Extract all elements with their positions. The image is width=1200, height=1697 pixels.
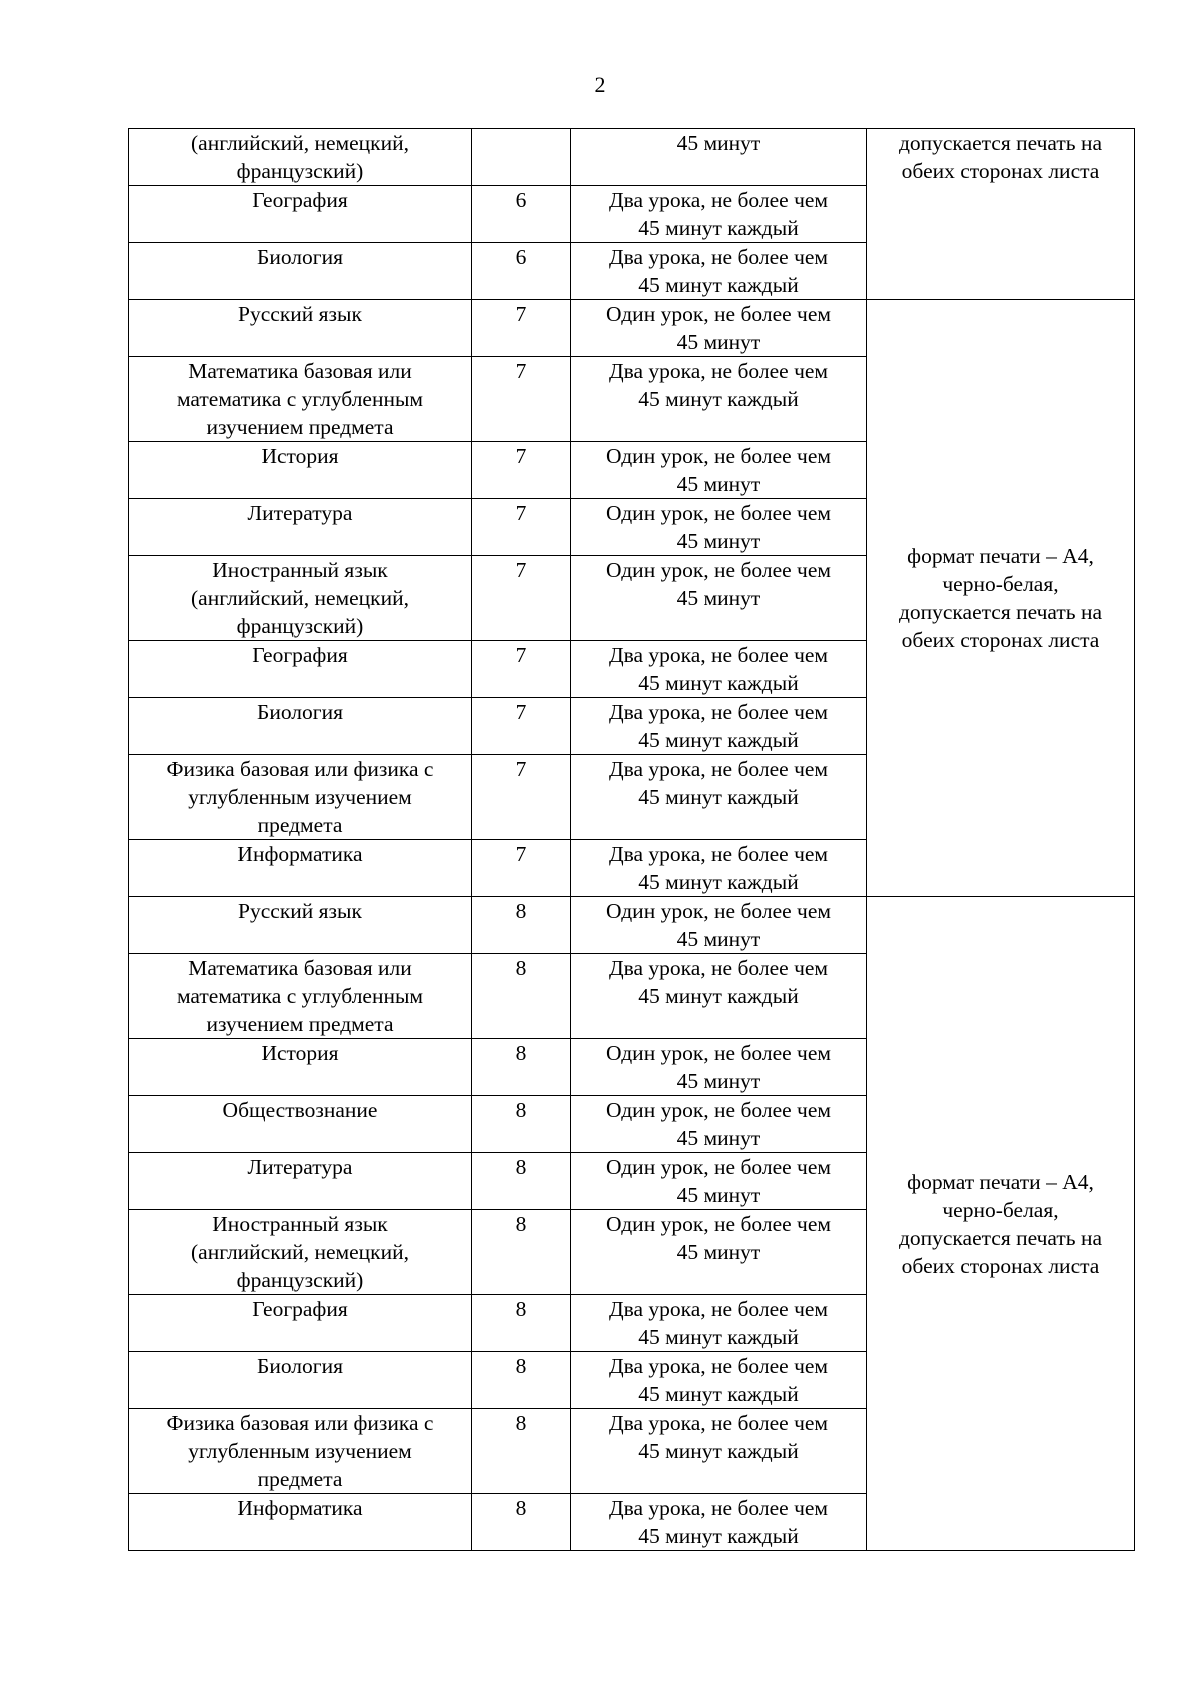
- cell-text-line: допускается печать на: [898, 131, 1103, 155]
- duration-cell: [571, 1352, 867, 1409]
- cell-text-line: Два урока, не более чем: [608, 245, 829, 269]
- cell-text-line: Один урок, не более чем: [606, 1041, 831, 1065]
- subject-cell: [129, 300, 472, 357]
- print-format-notes-cell: [867, 300, 1135, 897]
- cell-text-line: Два урока, не более чем: [608, 359, 829, 383]
- subject-cell: [129, 186, 472, 243]
- cell-text-line: Математика базовая или: [188, 359, 412, 383]
- subject-cell: [129, 1096, 472, 1153]
- subject-cell: [129, 1210, 472, 1295]
- cell-text-line: Русский язык: [238, 302, 362, 326]
- cell-text-line: Два урока, не более чем: [608, 643, 829, 667]
- duration-cell: [571, 755, 867, 840]
- duration-cell: [571, 357, 867, 442]
- cell-text-line: Один урок, не более чем: [606, 302, 831, 326]
- cell-text-line: 45 минут каждый: [638, 728, 799, 752]
- cell-text-line: 45 минут: [676, 586, 761, 610]
- cell-text-line: изучением предмета: [206, 1012, 394, 1036]
- cell-text-line: Один урок, не более чем: [606, 899, 831, 923]
- cell-text-line: Информатика: [237, 842, 363, 866]
- cell-text-line: Один урок, не более чем: [606, 501, 831, 525]
- grade-cell: 8: [472, 1153, 571, 1210]
- cell-text-line: французский): [236, 159, 364, 183]
- cell-text-line: французский): [236, 614, 364, 638]
- cell-text-line: (английский, немецкий,: [191, 586, 409, 610]
- duration-cell: [571, 300, 867, 357]
- cell-text-line: углубленным изучением: [188, 785, 412, 809]
- grade-cell: 6: [472, 243, 571, 300]
- grade-cell: 8: [472, 1295, 571, 1352]
- cell-text-line: Один урок, не более чем: [606, 1212, 831, 1236]
- duration-cell: [571, 1096, 867, 1153]
- table-row: [129, 129, 1135, 186]
- cell-text-line: Один урок, не более чем: [606, 558, 831, 582]
- cell-text-line: Биология: [256, 245, 343, 269]
- cell-text-line: 45 минут каждый: [638, 273, 799, 297]
- grade-cell: 8: [472, 954, 571, 1039]
- subject-cell: [129, 1494, 472, 1551]
- duration-cell: [571, 556, 867, 641]
- cell-text-line: Обществознание: [222, 1098, 378, 1122]
- duration-cell: [571, 129, 867, 186]
- cell-text-line: История: [261, 444, 339, 468]
- subject-cell: [129, 954, 472, 1039]
- cell-text-line: Математика базовая или: [188, 956, 412, 980]
- grade-cell: 7: [472, 499, 571, 556]
- subject-cell: [129, 1409, 472, 1494]
- cell-text-line: Информатика: [237, 1496, 363, 1520]
- cell-text-line: Два урока, не более чем: [608, 188, 829, 212]
- cell-text-line: предмета: [257, 813, 343, 837]
- cell-text-line: предмета: [257, 1467, 343, 1491]
- duration-cell: [571, 840, 867, 897]
- subject-cell: [129, 1153, 472, 1210]
- subject-cell: [129, 129, 472, 186]
- table-row: [129, 897, 1135, 954]
- duration-cell: [571, 442, 867, 499]
- cell-text-line: 45 минут: [676, 330, 761, 354]
- print-format-notes-cell: [867, 897, 1135, 1551]
- cell-text-line: формат печати – А4,: [907, 544, 1094, 568]
- cell-text-line: Два урока, не более чем: [608, 956, 829, 980]
- cell-text-line: 45 минут: [676, 472, 761, 496]
- grade-cell: 8: [472, 897, 571, 954]
- grade-cell: 7: [472, 300, 571, 357]
- subject-cell: [129, 1295, 472, 1352]
- cell-text-line: Русский язык: [238, 899, 362, 923]
- cell-text-line: обеих сторонах листа: [901, 628, 1100, 652]
- cell-text-line: 45 минут каждый: [638, 870, 799, 894]
- grade-cell: 8: [472, 1409, 571, 1494]
- duration-cell: [571, 897, 867, 954]
- cell-text-line: 45 минут: [676, 529, 761, 553]
- cell-text-line: Биология: [256, 1354, 343, 1378]
- exam-schedule-table: [128, 128, 1135, 1551]
- grade-cell: 6: [472, 186, 571, 243]
- cell-text-line: Два урока, не более чем: [608, 700, 829, 724]
- cell-text-line: Физика базовая или физика с: [166, 1411, 434, 1435]
- cell-text-line: 45 минут каждый: [638, 1524, 799, 1548]
- grade-cell: 8: [472, 1352, 571, 1409]
- subject-cell: [129, 755, 472, 840]
- cell-text-line: 45 минут: [676, 1240, 761, 1264]
- cell-text-line: Два урока, не более чем: [608, 757, 829, 781]
- duration-cell: [571, 1295, 867, 1352]
- duration-cell: [571, 1494, 867, 1551]
- subject-cell: [129, 641, 472, 698]
- cell-text-line: 45 минут каждый: [638, 1325, 799, 1349]
- cell-text-line: математика с углубленным: [176, 387, 424, 411]
- cell-text-line: Два урока, не более чем: [608, 1297, 829, 1321]
- cell-text-line: Два урока, не более чем: [608, 1354, 829, 1378]
- cell-text-line: углубленным изучением: [188, 1439, 412, 1463]
- cell-text-line: География: [252, 1297, 348, 1321]
- cell-text-line: допускается печать на: [898, 1225, 1103, 1250]
- exam-schedule-body: [129, 129, 1135, 1551]
- cell-text-line: Два урока, не более чем: [608, 1411, 829, 1435]
- cell-text-line: (английский, немецкий,: [191, 1240, 409, 1264]
- cell-text-line: изучением предмета: [206, 415, 394, 439]
- cell-text-line: черно-белая,: [942, 1197, 1059, 1222]
- subject-cell: [129, 840, 472, 897]
- duration-cell: [571, 499, 867, 556]
- grade-cell: 7: [472, 755, 571, 840]
- cell-text-line: Два урока, не более чем: [608, 1496, 829, 1520]
- cell-text-line: Иностранный язык: [212, 1212, 388, 1236]
- duration-cell: [571, 1210, 867, 1295]
- duration-cell: [571, 243, 867, 300]
- cell-text-line: (английский, немецкий,: [191, 131, 409, 155]
- subject-cell: [129, 556, 472, 641]
- grade-cell: 8: [472, 1210, 571, 1295]
- cell-text-line: Физика базовая или физика с: [166, 757, 434, 781]
- grade-cell: 8: [472, 1494, 571, 1551]
- subject-cell: [129, 698, 472, 755]
- cell-text-line: 45 минут каждый: [638, 1439, 799, 1463]
- subject-cell: [129, 897, 472, 954]
- cell-text-line: 45 минут каждый: [638, 1382, 799, 1406]
- grade-cell: 7: [472, 698, 571, 755]
- duration-cell: [571, 641, 867, 698]
- cell-text-line: 45 минут: [676, 1069, 761, 1093]
- cell-text-line: 45 минут каждый: [638, 387, 799, 411]
- subject-cell: [129, 357, 472, 442]
- duration-cell: [571, 186, 867, 243]
- cell-text-line: обеих сторонах листа: [901, 1253, 1100, 1278]
- cell-text-line: 45 минут каждый: [638, 671, 799, 695]
- subject-cell: [129, 442, 472, 499]
- cell-text-line: 45 минут каждый: [638, 785, 799, 809]
- cell-text-line: 45 минут каждый: [638, 984, 799, 1008]
- cell-text-line: Один урок, не более чем: [606, 1098, 831, 1122]
- cell-text-line: Литература: [247, 501, 353, 525]
- cell-text-line: формат печати – А4,: [907, 1169, 1094, 1194]
- cell-text-line: 45 минут: [676, 927, 761, 951]
- cell-text-line: География: [252, 643, 348, 667]
- grade-cell: 7: [472, 840, 571, 897]
- subject-cell: [129, 499, 472, 556]
- duration-cell: [571, 1409, 867, 1494]
- cell-text-line: История: [261, 1041, 339, 1065]
- grade-cell: 7: [472, 442, 571, 499]
- cell-text-line: Один урок, не более чем: [606, 1155, 831, 1179]
- cell-text-line: Два урока, не более чем: [608, 842, 829, 866]
- cell-text-line: математика с углубленным: [176, 984, 424, 1008]
- duration-cell: [571, 1039, 867, 1096]
- subject-cell: [129, 243, 472, 300]
- subject-cell: [129, 1352, 472, 1409]
- cell-text-line: черно-белая,: [942, 572, 1059, 596]
- cell-text-line: Литература: [247, 1155, 353, 1179]
- cell-text-line: 45 минут: [676, 1183, 761, 1207]
- cell-text-line: Биология: [256, 700, 343, 724]
- grade-cell: 7: [472, 357, 571, 442]
- cell-text-line: допускается печать на: [898, 600, 1103, 624]
- cell-text-line: французский): [236, 1268, 364, 1292]
- page-number: 2: [594, 72, 606, 97]
- cell-text-line: 45 минут: [676, 131, 761, 155]
- duration-cell: [571, 954, 867, 1039]
- grade-cell: 7: [472, 641, 571, 698]
- print-format-notes-cell: [867, 129, 1135, 300]
- cell-text-line: Иностранный язык: [212, 558, 388, 582]
- grade-cell: [472, 129, 571, 186]
- cell-text-line: География: [252, 188, 348, 212]
- cell-text-line: 45 минут каждый: [638, 216, 799, 240]
- duration-cell: [571, 698, 867, 755]
- cell-text-line: 45 минут: [676, 1126, 761, 1150]
- grade-cell: 8: [472, 1039, 571, 1096]
- duration-cell: [571, 1153, 867, 1210]
- table-row: [129, 300, 1135, 357]
- grade-cell: 7: [472, 556, 571, 641]
- grade-cell: 8: [472, 1096, 571, 1153]
- cell-text-line: Один урок, не более чем: [606, 444, 831, 468]
- subject-cell: [129, 1039, 472, 1096]
- cell-text-line: обеих сторонах листа: [901, 159, 1100, 183]
